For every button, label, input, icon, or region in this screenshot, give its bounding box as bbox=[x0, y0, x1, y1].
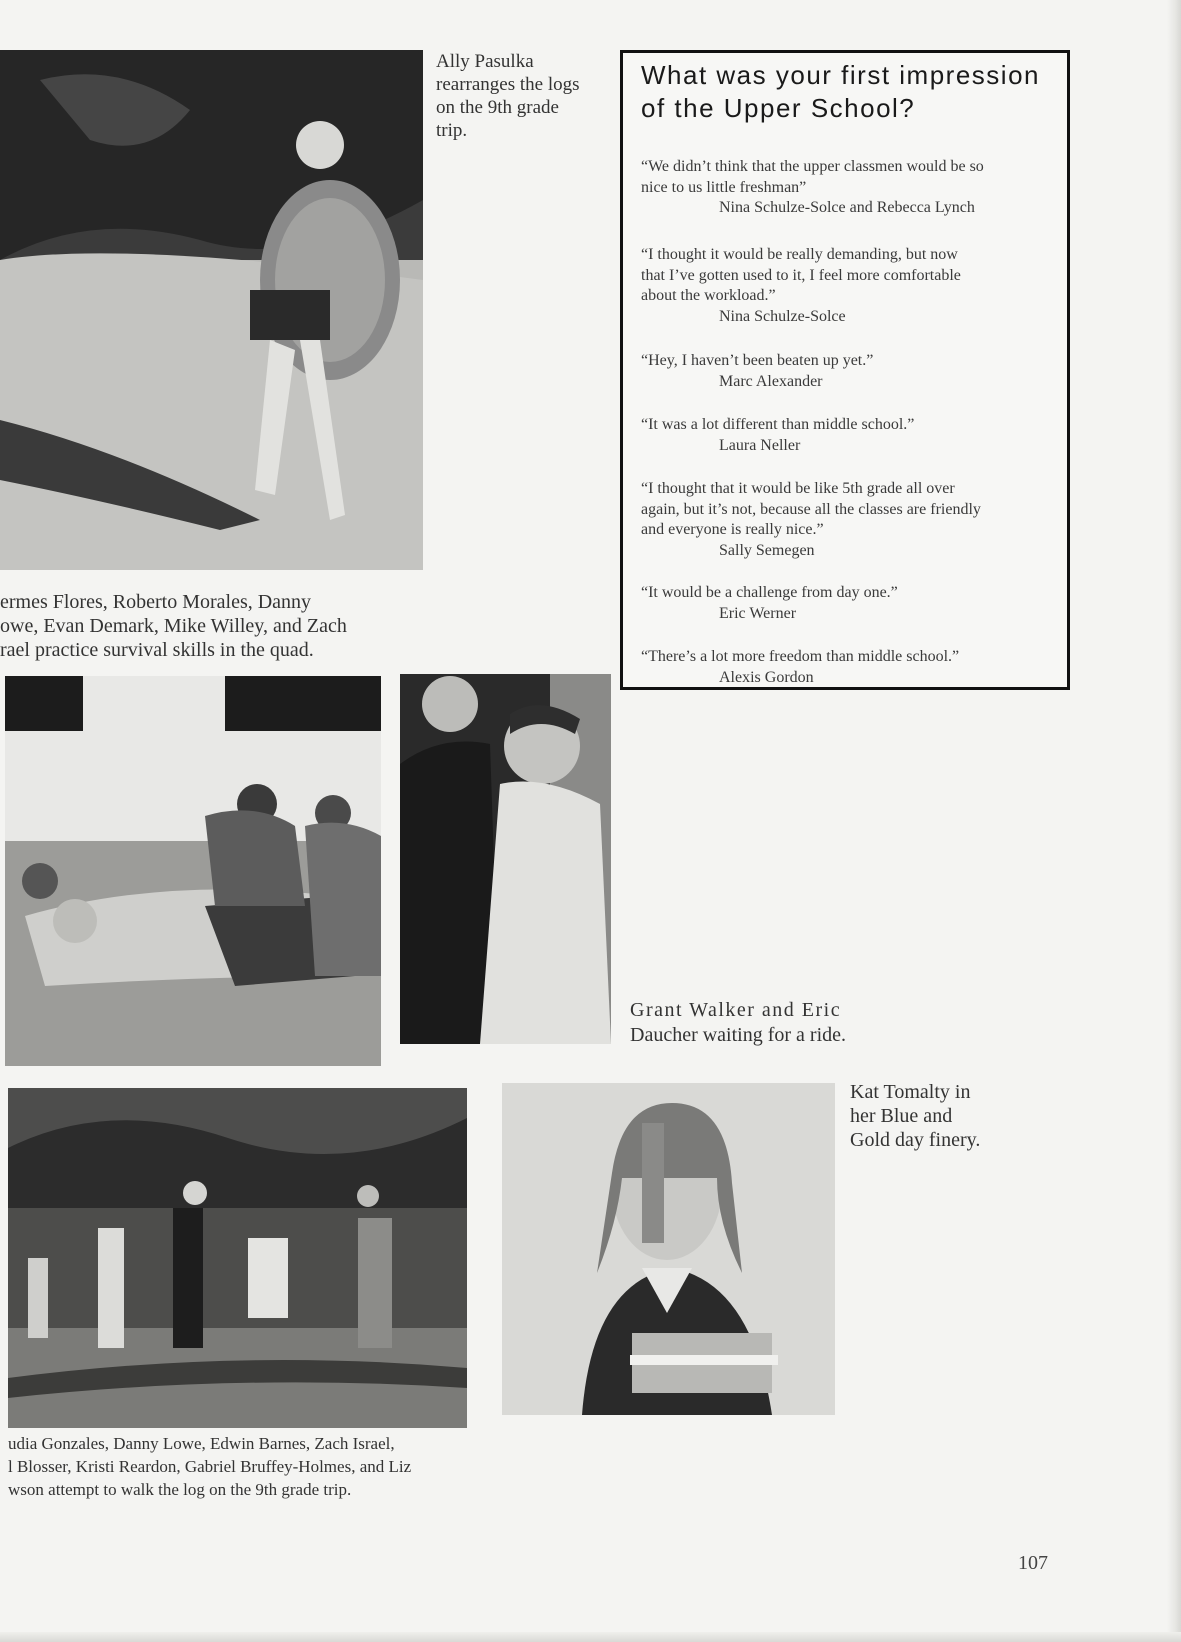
quote-item bbox=[641, 351, 873, 392]
quote-author: Nina Schulze-Solce and Rebecca Lynch bbox=[719, 199, 975, 216]
quote-item bbox=[641, 245, 961, 327]
photo-kat-tomalty bbox=[502, 1083, 835, 1415]
caption-grant-eric bbox=[630, 998, 846, 1048]
quote-line: and everyone is really nice.” bbox=[641, 521, 824, 538]
title-line: of the Upper School? bbox=[641, 93, 916, 123]
caption-line: Kat Tomalty in bbox=[850, 1081, 971, 1103]
quote-line: “We didn’t think that the upper classmen would be so bbox=[641, 158, 984, 175]
caption-line: Grant Walker and Eric bbox=[630, 999, 842, 1021]
caption-line: trip. bbox=[436, 120, 468, 141]
quote-author: Eric Werner bbox=[719, 604, 797, 622]
page-number: 107 bbox=[1018, 1552, 1048, 1574]
quote-line: “I thought that it would be like 5th grade all over bbox=[641, 480, 955, 497]
quote-author: Marc Alexander bbox=[719, 372, 823, 390]
quote-author: Sally Semegen bbox=[719, 541, 815, 559]
quote-line: “Hey, I haven’t been beaten up yet.” bbox=[641, 352, 874, 369]
quote-line: again, but it’s not, because all the classes are friendly bbox=[641, 500, 981, 518]
quote-line: “There’s a lot more freedom than middle school.” bbox=[641, 648, 960, 665]
caption-line: on the 9th grade bbox=[436, 97, 559, 118]
caption-line: her Blue and bbox=[850, 1105, 953, 1127]
page-bottom-edge bbox=[0, 1632, 1181, 1642]
first-impression-quote-box bbox=[620, 50, 1070, 690]
quote-author: Nina Schulze-Solce bbox=[719, 307, 846, 325]
photo-grant-eric bbox=[400, 674, 611, 1044]
caption-quad-survival bbox=[0, 590, 347, 662]
caption-line: Gold day finery. bbox=[850, 1129, 981, 1151]
caption-line: Daucher waiting for a ride. bbox=[630, 1024, 847, 1046]
quote-line: “It was a lot different than middle school.” bbox=[641, 416, 915, 433]
caption-line: rael practice survival skills in the quad. bbox=[0, 639, 314, 661]
photo-log-walk bbox=[8, 1088, 467, 1428]
caption-line: owe, Evan Demark, Mike Willey, and Zach bbox=[0, 615, 347, 637]
quote-line: “It would be a challenge from day one.” bbox=[641, 584, 898, 601]
title-line: What was your first impression bbox=[641, 60, 1040, 90]
caption-log-walk bbox=[8, 1432, 468, 1501]
photo-ally-pasulka bbox=[0, 50, 423, 570]
quote-item bbox=[641, 415, 914, 456]
quote-line: “I thought it would be really demanding, but now bbox=[641, 246, 958, 263]
caption-line: l Blosser, Kristi Reardon, Gabriel Bruffey-Holmes, and Liz bbox=[8, 1457, 412, 1476]
caption-kat-tomalty bbox=[850, 1080, 980, 1152]
caption-line: Ally Pasulka bbox=[436, 51, 534, 72]
quote-line: nice to us little freshman” bbox=[641, 178, 807, 196]
quote-item bbox=[641, 157, 984, 219]
quote-item bbox=[641, 583, 898, 624]
caption-line: rearranges the logs bbox=[436, 74, 580, 95]
quote-box-title bbox=[641, 59, 1040, 125]
quote-author: Alexis Gordon bbox=[719, 668, 814, 686]
quote-item bbox=[641, 647, 959, 688]
caption-ally-pasulka bbox=[436, 50, 580, 142]
caption-line: udia Gonzales, Danny Lowe, Edwin Barnes, Zach Israel, bbox=[8, 1434, 395, 1453]
caption-line: ermes Flores, Roberto Morales, Danny bbox=[0, 591, 312, 613]
caption-line: wson attempt to walk the log on the 9th grade trip. bbox=[8, 1480, 352, 1499]
photo-quad-survival bbox=[5, 676, 381, 1066]
quote-line: about the workload.” bbox=[641, 287, 776, 304]
quote-line: that I’ve gotten used to it, I feel more comfortable bbox=[641, 266, 961, 284]
quote-author: Laura Neller bbox=[719, 436, 801, 454]
page-edge-shadow bbox=[1167, 0, 1181, 1642]
quote-item bbox=[641, 479, 981, 561]
